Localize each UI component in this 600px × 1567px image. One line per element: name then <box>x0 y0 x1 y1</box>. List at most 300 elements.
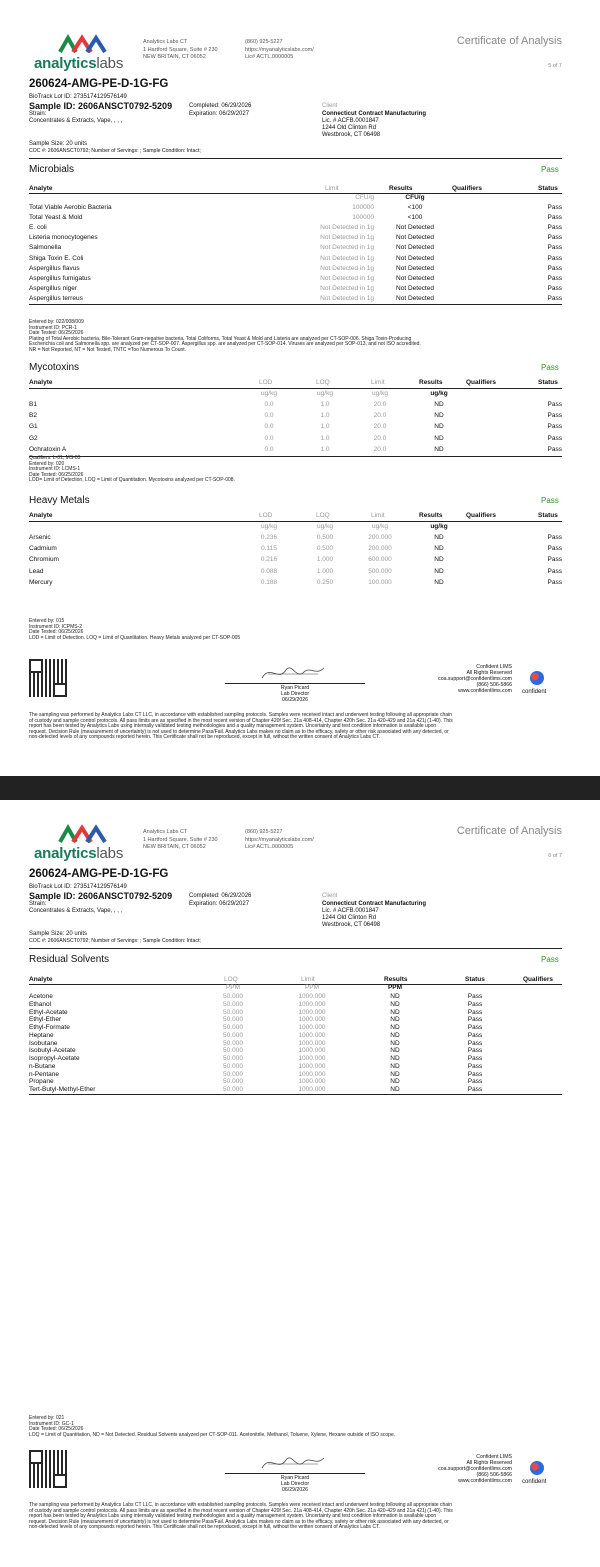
disclaimer <box>29 713 453 741</box>
limit-value: Not Detected in 1g <box>320 234 374 242</box>
table-row <box>29 224 562 232</box>
divider <box>29 1094 562 1095</box>
status-value: Pass <box>547 423 562 431</box>
limit-value: 20.0 <box>373 412 387 420</box>
limit-value: 1000.000 <box>298 1062 326 1070</box>
table-row <box>29 244 562 252</box>
note-line: LOD= Limit of Detection, LOQ = Limit of Quantitation. Mycotoxins analyzed per CT-SOP-008. <box>29 477 235 484</box>
analyte-name: Salmonella <box>29 244 62 252</box>
analyte-name: Aspergillus flavus <box>29 264 80 272</box>
note-line: of custody and sample control protocols. All pass limits are as specified in the most recent version of Chapter 420f Sec. 21a 408-414, Chapter 420h Sec. 21a 420-429 and 21a 421j (1-40). This <box>29 1507 453 1514</box>
limit-value: Not Detected in 1g <box>320 264 374 272</box>
table-row <box>29 204 562 212</box>
result-value: Not Detected <box>396 234 434 242</box>
qr-code-icon[interactable] <box>29 659 67 697</box>
loq-value: 50.000 <box>223 1031 243 1039</box>
loq-value: 50.000 <box>223 1055 243 1062</box>
result-value: ND <box>390 1039 400 1047</box>
note-line: Instrument ID: PCR-1 <box>29 324 77 331</box>
loq-value: 1.0 <box>320 423 330 431</box>
section-title-heavy-metals: Heavy Metals <box>29 495 90 506</box>
status-value: Pass <box>547 234 562 242</box>
result-value: ND <box>390 1062 400 1070</box>
status-value: Pass <box>547 224 562 232</box>
analyte-name: Mercury <box>29 578 53 586</box>
note-line: report has been tested by Analytics Labs using internally validated testing methodologies and a quality management system. Uncertainty and test condition information is available upon <box>29 1513 437 1520</box>
status-value: Pass <box>547 244 562 252</box>
result-value: Not Detected <box>396 294 434 302</box>
section-title-residual-solvents: Residual Solvents <box>29 954 110 965</box>
page-number: 5 of 7 <box>548 63 562 69</box>
analyte-name: Isobutyl-Acetate <box>29 1047 76 1055</box>
analyte-name: n-Butane <box>29 1062 56 1070</box>
analyte-name: n-Pentane <box>29 1070 59 1078</box>
residual-solvents-status: Pass <box>541 955 559 964</box>
analyte-name: Listeria monocytogenes <box>29 234 98 242</box>
mycotoxins-notes <box>29 456 235 484</box>
analyte-name: Isopropyl-Acetate <box>29 1055 80 1062</box>
limit-value: 200.000 <box>368 534 392 541</box>
microbials-status: Pass <box>541 165 559 174</box>
result-value: ND <box>390 1086 400 1093</box>
limit-value: Not Detected in 1g <box>320 254 374 262</box>
logo-wordmark: analyticslabs <box>34 55 124 72</box>
table-row <box>29 568 562 576</box>
analyte-name: Aspergillus fumigatus <box>29 274 91 282</box>
status-value: Pass <box>547 264 562 272</box>
divider <box>29 948 562 949</box>
result-value: ND <box>434 534 444 541</box>
limit-value: 1000.000 <box>298 1047 326 1055</box>
sample-size: Sample Size: 20 units <box>29 931 88 937</box>
table-row <box>29 275 562 283</box>
analyte-name: B1 <box>29 401 37 408</box>
signatory: Ryan Picard Lab Director 06/29/2026 <box>280 685 310 703</box>
table-row <box>29 255 562 263</box>
result-value: ND <box>434 567 444 575</box>
mycotoxins-header-row: Analyte LOD LOQ Limit Results Qualifiers Status <box>29 379 558 386</box>
analyte-name: B2 <box>29 412 37 420</box>
sample-name: 260624-AMG-PE-D-1G-FG <box>29 78 169 90</box>
client-address-1: 1244 Old Clinton Rd <box>322 915 377 921</box>
solvents-header-row: Analyte LOQ Limit Results Status Qualifiers <box>29 976 553 983</box>
confident-logo-icon <box>530 1461 544 1475</box>
sample-name: 260624-AMG-PE-D-1G-FG <box>29 868 169 880</box>
limit-value: 100000 <box>352 214 374 222</box>
signatory: Ryan Picard Lab Director 06/29/2026 <box>280 1475 310 1493</box>
signature-icon <box>258 1452 328 1474</box>
limit-value: 600.000 <box>368 556 392 564</box>
status-value: Pass <box>547 254 562 262</box>
sample-id: Sample ID: 2606ANSCT0792-5209 <box>29 101 173 111</box>
result-value: ND <box>390 1024 400 1031</box>
analyte-name: Cadmium <box>29 545 57 553</box>
note-line: Date Tested: 06/25/2026 <box>29 1426 84 1433</box>
limit-value: 20.0 <box>373 423 387 431</box>
analyte-name: Ethyl-Acetate <box>29 1008 68 1016</box>
table-row <box>29 579 562 587</box>
analyte-name: Chromium <box>29 556 59 564</box>
status-value: Pass <box>547 412 562 420</box>
note-line: Date Tested: 06/25/2026 <box>29 471 84 478</box>
status-value: Pass <box>547 434 562 442</box>
loq-value: 50.000 <box>223 993 243 1000</box>
status-value: Pass <box>467 1039 483 1047</box>
result-value: ND <box>390 993 400 1000</box>
loq-value: 50.000 <box>223 1000 243 1008</box>
confident-brand: confident <box>522 1479 547 1485</box>
loq-value: 1.0 <box>320 434 330 442</box>
note-line: Instrument ID: ICPMS-2 <box>29 623 83 630</box>
result-value: ND <box>390 1055 400 1062</box>
result-value: ND <box>434 545 444 553</box>
table-row <box>29 265 562 273</box>
signature-line <box>225 1473 365 1474</box>
lod-value: 0.0 <box>264 423 274 431</box>
lod-value: 0.188 <box>260 578 278 586</box>
status-value: Pass <box>547 401 562 408</box>
analyte-name: Arsenic <box>29 534 51 541</box>
analyte-name: Shiga Toxin E. Coli <box>29 254 84 262</box>
page-separator <box>0 776 600 800</box>
limit-value: 1000.000 <box>298 1086 326 1093</box>
signature-icon <box>258 662 328 684</box>
analyte-name: Lead <box>29 567 44 575</box>
lod-value: 0.236 <box>260 534 278 541</box>
status-value: Pass <box>547 294 562 302</box>
loq-value: 50.000 <box>223 1078 243 1086</box>
table-row <box>29 534 562 542</box>
result-value: Not Detected <box>396 284 434 292</box>
result-value: Not Detected <box>396 224 434 232</box>
table-row <box>29 285 562 293</box>
analyte-name: Propane <box>29 1078 54 1086</box>
disclaimer <box>29 1503 453 1531</box>
microbials-unit-row: CFU/g CFU/g <box>355 194 425 201</box>
loq-value: 0.500 <box>316 545 334 553</box>
note-line: Plating of Total Aerobic bacteria, Bile-Tolerant Gram-negative bacteria, Total Coliforms, Total Yeast & Mold and Listeria are analyzed per CT-SOP-006. Shiga Toxin-Producing <box>29 335 412 342</box>
note-line: request. Decision Rule (measurement of uncertainty) is not used to determine Pass/Fail. Analytics Labs makes no claim as to the efficacy, safety or other risk associated with any detected, or <box>29 728 449 735</box>
category: Concentrates & Extracts, Vape, , , , <box>29 908 123 914</box>
divider <box>29 158 562 159</box>
solvents-notes <box>29 1416 395 1438</box>
limit-value: 20.0 <box>373 401 387 408</box>
result-value: ND <box>434 412 444 420</box>
note-line: report has been tested by Analytics Labs using internally validated testing methodologies and a quality management system. Uncertainty and test condition information is available upon <box>29 723 437 730</box>
status-value: Pass <box>467 1031 483 1039</box>
lod-value: 0.0 <box>264 412 274 420</box>
result-value: ND <box>390 1078 400 1086</box>
coc-info: COC #: 2606ANSCT0792; Number of Servings: ; Sample Condition: Intact; <box>29 148 201 154</box>
divider <box>29 521 562 522</box>
lod-value: 0.115 <box>261 545 277 553</box>
client-label: Client <box>322 893 338 899</box>
loq-value: 1.0 <box>320 445 330 453</box>
note-line: The sampling was performed by Analytics Labs CT LLC, in accordance with established sampling protocols. Samples were received intact and underwent testing following all appropriate chain <box>29 712 452 718</box>
loq-value: 50.000 <box>223 1070 243 1078</box>
analyte-name: Ethyl-Formate <box>29 1024 70 1031</box>
analyte-name: Heptane <box>29 1031 54 1039</box>
analyte-name: Aspergillus niger <box>29 284 78 292</box>
section-title-mycotoxins: Mycotoxins <box>29 362 80 373</box>
result-value: ND <box>390 1016 400 1024</box>
client-label: Client <box>322 103 338 109</box>
divider <box>29 304 562 305</box>
analyte-name: Acetone <box>29 993 53 1000</box>
limit-value: 200.000 <box>368 545 392 553</box>
signature-line <box>225 683 365 684</box>
note-line: Entered by: 015 <box>29 618 65 624</box>
note-line: Entered by: 020 <box>29 460 65 467</box>
loq-value: 50.000 <box>223 1086 243 1093</box>
analyte-name: Tert-Butyl-Methyl-Ether <box>29 1086 96 1093</box>
limit-value: 1000.000 <box>298 1039 326 1047</box>
biotrack-lot: BioTrack Lot ID: 2735174129576149 <box>29 884 127 890</box>
limit-value: Not Detected in 1g <box>320 284 374 292</box>
mycotoxins-status: Pass <box>541 363 559 372</box>
status-value: Pass <box>547 445 562 453</box>
loq-value: 1.000 <box>316 567 334 575</box>
mycotoxins-unit-row: ug/kg ug/kg ug/kg ug/kg <box>261 390 448 397</box>
limit-value: 1000.000 <box>298 1024 326 1031</box>
limit-value: 1000.000 <box>298 1078 326 1086</box>
limit-value: 1000.000 <box>298 1031 326 1039</box>
result-value: Not Detected <box>396 244 434 252</box>
limit-value: 100.000 <box>368 578 392 586</box>
status-value: Pass <box>467 1008 483 1016</box>
status-value: Pass <box>467 1024 483 1031</box>
heavy-metals-status: Pass <box>541 496 559 505</box>
coa-page-6 <box>0 800 600 1567</box>
status-value: Pass <box>467 1086 483 1093</box>
status-value: Pass <box>547 556 562 564</box>
loq-value: 1.0 <box>320 412 330 420</box>
confident-brand: confident <box>522 689 547 695</box>
coc-info: COC #: 2606ANSCT0792; Number of Servings: ; Sample Condition: Intact; <box>29 938 201 944</box>
solvents-unit-row: PPM PPM PPM <box>225 984 403 991</box>
coa-title: Certificate of Analysis <box>456 35 562 47</box>
status-value: Pass <box>547 214 562 222</box>
lod-value: 0.0 <box>264 434 274 442</box>
loq-value: 1.000 <box>316 556 334 564</box>
limit-value: 100000 <box>352 204 374 211</box>
result-value: Not Detected <box>396 274 434 282</box>
sample-id: Sample ID: 2606ANSCT0792-5209 <box>29 891 173 901</box>
limit-value: 1000.000 <box>298 1008 326 1016</box>
lab-contact: (860) 925-5227 https://myanalyticslabs.com/ Lic# ACTL.0000005 <box>245 829 314 850</box>
result-value: ND <box>390 1008 400 1016</box>
qr-code-icon[interactable] <box>29 1450 67 1488</box>
result-value: ND <box>434 445 444 453</box>
limit-value: Not Detected in 1g <box>320 274 374 282</box>
limit-value: 1000.000 <box>298 1016 326 1024</box>
analyte-name: Ochratoxin A <box>29 445 67 453</box>
table-row <box>29 556 562 564</box>
lod-value: 0.0 <box>264 445 274 453</box>
heavy-metals-header-row: Analyte LOD LOQ Limit Results Qualifiers Status <box>29 512 558 519</box>
limit-value: 1000.000 <box>298 993 326 1000</box>
result-value: ND <box>390 1000 400 1008</box>
heavy-metals-unit-row: ug/kg ug/kg ug/kg ug/kg <box>261 523 448 530</box>
confident-lims-info: Confident LIMS All Rights Reserved coa.support@confidentlims.com (866) 506-5866 www.confidentlims.com <box>438 664 512 694</box>
biotrack-lot: BioTrack Lot ID: 2735174129576149 <box>29 94 127 100</box>
result-value: ND <box>434 578 444 586</box>
result-value: ND <box>434 401 444 408</box>
heavy-metals-notes <box>29 619 240 641</box>
table-row <box>29 295 562 303</box>
expiration-date: Expiration: 06/29/2027 <box>189 901 250 907</box>
note-line: Entered by: 022/008/009 <box>29 319 84 325</box>
client-address-2: Westbrook, CT 06498 <box>322 132 381 138</box>
status-value: Pass <box>467 1047 483 1055</box>
note-line: Date Tested: 06/25/2026 <box>29 330 84 337</box>
loq-value: 0.250 <box>316 578 334 586</box>
microbials-header-row: Analyte Limit Results Qualifiers Status <box>29 185 558 192</box>
note-line: Qualifiers: L-01, MS-03 <box>29 455 81 461</box>
completed-date: Completed: 06/29/2026 <box>189 893 252 899</box>
confident-lims-info: Confident LIMS All Rights Reserved coa.support@confidentlims.com (866) 506-5866 www.confidentlims.com <box>438 1454 512 1484</box>
limit-value: 20.0 <box>373 434 387 442</box>
table-row <box>29 401 562 409</box>
analyte-name: Ethanol <box>29 1000 52 1008</box>
client-license: Lic. # ACFB.0001847 <box>322 908 379 914</box>
confident-logo-icon <box>530 671 544 685</box>
category: Concentrates & Extracts, Vape, , , , <box>29 118 123 124</box>
limit-value: 1000.000 <box>298 1055 326 1062</box>
coa-page-5 <box>0 0 600 776</box>
status-value: Pass <box>467 1078 483 1086</box>
status-value: Pass <box>547 578 562 586</box>
strain: Strain: <box>29 901 47 907</box>
status-value: Pass <box>467 1016 483 1024</box>
table-row <box>29 423 562 431</box>
client-address-2: Westbrook, CT 06498 <box>322 922 381 928</box>
divider <box>29 388 562 389</box>
note-line: The sampling was performed by Analytics Labs CT LLC, in accordance with established sampling protocols. Samples were received intact and underwent testing following all appropriate chain <box>29 1502 452 1508</box>
note-line: Entered by: 021 <box>29 1415 65 1421</box>
loq-value: 0.500 <box>316 534 334 541</box>
analytics-labs-logo-icon <box>58 34 108 54</box>
client-license: Lic. # ACFB.0001847 <box>322 118 379 124</box>
result-value: ND <box>390 1070 400 1078</box>
table-row <box>29 214 562 222</box>
analytics-labs-logo-icon <box>58 824 108 844</box>
status-value: Pass <box>547 545 562 553</box>
coa-title: Certificate of Analysis <box>456 825 562 837</box>
status-value: Pass <box>547 284 562 292</box>
analyte-name: G1 <box>29 423 38 431</box>
note-line: Escherichia coli and Salmonella spp. are analyzed per CT-SOP-007. Aspergillus spp. are analyzed per CT-SOP-014. Viruses are analyzed per SOP-013, and not ISO accredited. <box>29 341 421 348</box>
analyte-name: Isobutane <box>29 1039 58 1047</box>
status-value: Pass <box>467 1070 483 1078</box>
note-line: request. Decision Rule (measurement of uncertainty) is not used to determine Pass/Fail. Analytics Labs makes no claim as to the efficacy, safety or other risk associated with any detected, or <box>29 1518 449 1525</box>
note-line: non-detected levels of any compounds reported herein. This Certificate shall not be reproduced, except in full, without the written consent of Analytics Labs CT. <box>29 734 380 741</box>
status-value: Pass <box>547 274 562 282</box>
analyte-name: G2 <box>29 434 38 442</box>
lab-address: Analytics Labs CT 1 Hartford Square, Suite # 230 NEW BRITAIN, CT 06052 <box>143 39 218 60</box>
strain: Strain: <box>29 111 47 117</box>
table-row <box>29 446 562 454</box>
sample-size: Sample Size: 20 units <box>29 141 88 147</box>
lab-address: Analytics Labs CT 1 Hartford Square, Suite # 230 NEW BRITAIN, CT 06052 <box>143 829 218 850</box>
note-line: LOD = Limit of Detection. LOQ = Limit of Quantitation. Heavy Metals analyzed per CT-SOP-005 <box>29 634 241 641</box>
loq-value: 50.000 <box>223 1024 243 1031</box>
client-name: Connecticut Contract Manufacturing <box>322 901 427 907</box>
status-value: Pass <box>467 1055 483 1062</box>
limit-value: 500.000 <box>368 567 392 575</box>
note-line: Instrument ID: GC-1 <box>29 1420 74 1427</box>
loq-value: 50.000 <box>223 1039 243 1047</box>
note-line: LOQ = Limit of Quantitation, ND = Not Detected. Residual Solvents analyzed per CT-SOP-011. Acetonitrile, Methanol, Toluene, Xylene, Hexane outside of ISO scope. <box>29 1431 396 1438</box>
table-row <box>29 412 562 420</box>
result-value: ND <box>434 423 444 431</box>
table-row <box>29 545 562 553</box>
loq-value: 50.000 <box>223 1047 243 1055</box>
result-value: <100 <box>407 204 423 211</box>
analyte-name: Total Viable Aerobic Bacteria <box>29 204 112 211</box>
limit-value: Not Detected in 1g <box>320 244 374 252</box>
result-value: Not Detected <box>396 264 434 272</box>
note-line: Instrument ID: LCMS-1 <box>29 466 81 473</box>
limit-value: 1000.000 <box>298 1000 326 1008</box>
lab-contact: (860) 925-5227 https://myanalyticslabs.com/ Lic# ACTL.0000005 <box>245 39 314 60</box>
loq-value: 50.000 <box>223 1062 243 1070</box>
microbials-notes <box>29 320 421 354</box>
limit-value: 1000.000 <box>298 1070 326 1078</box>
result-value: ND <box>390 1047 400 1055</box>
result-value: ND <box>434 556 444 564</box>
note-line: NR = Not Reported, NT = Not Tested, TNTC =Too Numerous To Count. <box>29 346 187 353</box>
note-line: Date Tested: 06/25/2026 <box>29 629 84 636</box>
expiration-date: Expiration: 06/29/2027 <box>189 111 250 117</box>
lod-value: 0.216 <box>260 556 278 564</box>
table-row <box>29 234 562 242</box>
status-value: Pass <box>467 1062 483 1070</box>
section-title-microbials: Microbials <box>29 164 75 175</box>
limit-value: Not Detected in 1g <box>320 294 374 302</box>
result-value: <100 <box>407 214 423 222</box>
status-value: Pass <box>467 993 483 1000</box>
limit-value: 20.0 <box>373 445 387 453</box>
result-value: Not Detected <box>396 254 434 262</box>
loq-value: 1.0 <box>320 401 330 408</box>
status-value: Pass <box>547 567 562 575</box>
analyte-name: Total Yeast & Mold <box>29 214 83 222</box>
status-value: Pass <box>547 534 562 541</box>
limit-value: Not Detected in 1g <box>320 224 374 232</box>
completed-date: Completed: 06/29/2026 <box>189 103 252 109</box>
note-line: non-detected levels of any compounds reported herein. This Certificate shall not be reproduced, except in full, without the written consent of Analytics Labs CT. <box>29 1524 380 1531</box>
result-value: ND <box>434 434 444 442</box>
analyte-name: Ethyl-Ether <box>29 1016 62 1024</box>
client-name: Connecticut Contract Manufacturing <box>322 111 427 117</box>
status-value: Pass <box>547 204 562 211</box>
status-value: Pass <box>467 1000 483 1008</box>
lod-value: 0.088 <box>260 567 278 575</box>
table-row <box>29 1086 562 1094</box>
loq-value: 50.000 <box>223 1008 243 1016</box>
client-address-1: 1244 Old Clinton Rd <box>322 125 377 131</box>
logo-wordmark: analyticslabs <box>34 845 124 862</box>
loq-value: 50.000 <box>223 1016 243 1024</box>
note-line: of custody and sample control protocols. All pass limits are as specified in the most recent version of Chapter 420f Sec. 21a 408-414, Chapter 420h Sec. 21a 420-429 and 21a 421j (1-40). This <box>29 717 453 724</box>
analyte-name: E. coli <box>29 224 47 232</box>
page-number: 6 of 7 <box>548 853 562 859</box>
analyte-name: Aspergillus terreus <box>29 294 83 302</box>
table-row <box>29 435 562 443</box>
lod-value: 0.0 <box>264 401 274 408</box>
result-value: ND <box>390 1031 400 1039</box>
